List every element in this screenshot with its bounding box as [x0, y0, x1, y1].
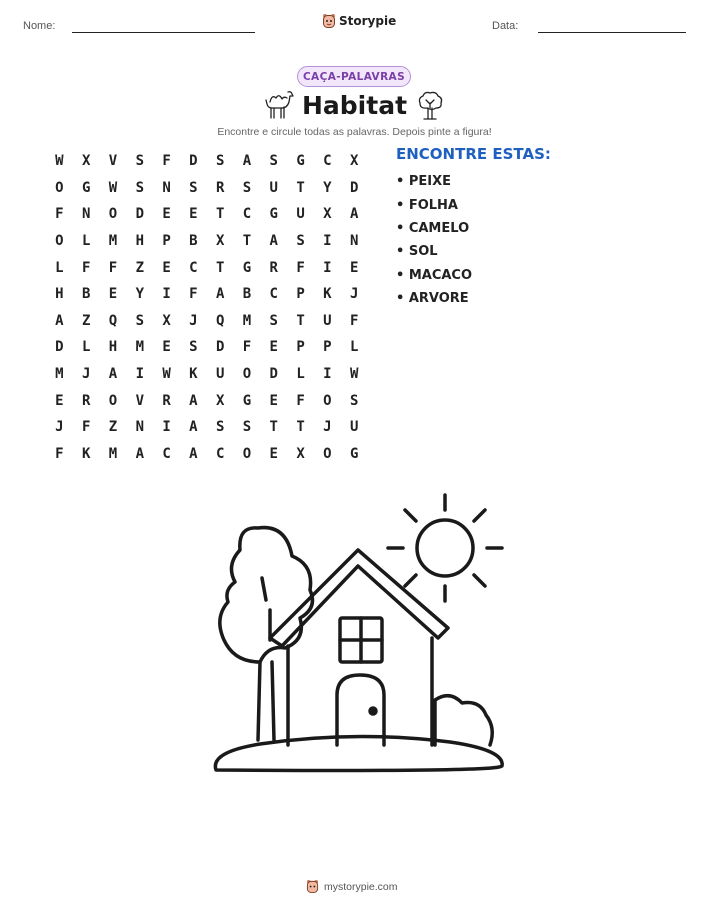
grid-letter[interactable]: U: [323, 312, 332, 329]
grid-letter[interactable]: X: [81, 153, 91, 170]
grid-letter[interactable]: X: [162, 312, 171, 329]
grid-letter[interactable]: V: [108, 153, 118, 170]
grid-letter[interactable]: G: [269, 206, 278, 223]
grid-letter[interactable]: R: [81, 392, 91, 409]
word-item: • ARVORE: [396, 291, 469, 307]
grid-letter[interactable]: X: [349, 153, 359, 170]
grid-letter[interactable]: P: [323, 339, 332, 356]
grid-letter[interactable]: E: [349, 259, 359, 276]
grid-letter[interactable]: M: [108, 233, 118, 250]
grid-letter[interactable]: X: [215, 392, 225, 409]
grid-letter[interactable]: C: [323, 153, 332, 170]
word-item: • PEIXE: [396, 174, 451, 190]
sun-icon: [388, 495, 502, 601]
bush-drawing: [435, 696, 492, 745]
footer: [306, 879, 398, 894]
grid-letter[interactable]: G: [242, 392, 252, 409]
grid-letter[interactable]: A: [189, 419, 198, 436]
grid-letter[interactable]: T: [296, 419, 305, 436]
name-label: Nome:: [23, 20, 56, 32]
grid-letter[interactable]: E: [269, 445, 278, 462]
grid-letter[interactable]: O: [108, 392, 118, 409]
grid-letter[interactable]: F: [189, 286, 198, 303]
word-item: • SOL: [396, 244, 438, 260]
grid-letter[interactable]: I: [323, 259, 332, 276]
footer-url[interactable]: mystorypie.com: [324, 880, 398, 893]
grid-letter[interactable]: S: [215, 153, 225, 170]
grid-letter[interactable]: S: [189, 339, 198, 356]
grid-letter[interactable]: X: [323, 206, 332, 223]
grid-letter[interactable]: V: [135, 392, 144, 409]
grid-letter[interactable]: D: [189, 153, 198, 170]
grid-letter[interactable]: N: [349, 233, 359, 250]
grid-letter[interactable]: Z: [135, 259, 144, 276]
grid-letter[interactable]: U: [269, 179, 278, 196]
grid-letter[interactable]: I: [162, 419, 171, 436]
brand-name: Storypie: [339, 14, 397, 28]
grid-letter[interactable]: F: [296, 259, 305, 276]
grid-letter[interactable]: H: [135, 233, 144, 250]
grid-letter[interactable]: L: [81, 233, 91, 250]
grid-letter[interactable]: E: [162, 259, 171, 276]
grid-letter[interactable]: U: [215, 366, 225, 383]
grid-letter[interactable]: T: [215, 259, 225, 276]
grid-row: [46, 201, 368, 228]
grid-letter[interactable]: L: [349, 339, 359, 356]
storypie-logo-icon: [322, 13, 336, 29]
grid-row: [46, 441, 368, 468]
grid-letter[interactable]: N: [162, 179, 171, 196]
grid-letter[interactable]: S: [269, 312, 278, 329]
grid-letter[interactable]: W: [55, 153, 64, 170]
grid-letter[interactable]: I: [323, 233, 332, 250]
grid-letter[interactable]: P: [296, 339, 305, 356]
grid-letter[interactable]: A: [189, 445, 198, 462]
grid-letter[interactable]: R: [269, 259, 278, 276]
grid-letter[interactable]: A: [349, 206, 359, 223]
grid-letter[interactable]: A: [135, 445, 144, 462]
grid-letter[interactable]: B: [242, 286, 252, 303]
grid-letter[interactable]: O: [242, 445, 252, 462]
grid-letter[interactable]: F: [55, 445, 64, 462]
grid-row: [46, 148, 368, 175]
grid-letter[interactable]: K: [81, 445, 91, 462]
grid-row: [46, 175, 368, 202]
house-illustration[interactable]: [200, 490, 510, 780]
name-line[interactable]: [72, 32, 255, 33]
grid-letter[interactable]: U: [296, 206, 305, 223]
grid-letter[interactable]: S: [242, 179, 252, 196]
grid-letter[interactable]: H: [108, 339, 118, 356]
grid-letter[interactable]: X: [215, 233, 225, 250]
grid-letter[interactable]: K: [323, 286, 332, 303]
grid-row: [46, 308, 368, 335]
grid-letter[interactable]: F: [349, 312, 359, 329]
grid-letter[interactable]: N: [135, 419, 144, 436]
grid-letter[interactable]: H: [55, 286, 64, 303]
grid-letter[interactable]: Q: [108, 312, 118, 329]
grid-letter[interactable]: F: [296, 392, 305, 409]
grid-letter[interactable]: M: [242, 312, 252, 329]
brand: [322, 13, 396, 29]
grid-letter[interactable]: B: [81, 286, 91, 303]
grid-letter[interactable]: J: [55, 419, 64, 436]
grid-letter[interactable]: Y: [323, 179, 332, 196]
grid-letter[interactable]: T: [242, 233, 252, 250]
grid-letter[interactable]: J: [323, 419, 332, 436]
grid-letter[interactable]: M: [55, 366, 64, 383]
grid-row: [46, 281, 368, 308]
grid-letter[interactable]: F: [81, 259, 91, 276]
grid-letter[interactable]: G: [242, 259, 252, 276]
grid-letter[interactable]: U: [349, 419, 359, 436]
grid-row: [46, 361, 368, 388]
grid-letter[interactable]: E: [55, 392, 64, 409]
grid-letter[interactable]: S: [349, 392, 359, 409]
grid-letter[interactable]: J: [189, 312, 198, 329]
grid-letter[interactable]: S: [242, 419, 252, 436]
grid-letter[interactable]: F: [242, 339, 252, 356]
grid-letter[interactable]: W: [108, 179, 118, 196]
grid-letter[interactable]: T: [296, 179, 305, 196]
grid-letter[interactable]: I: [135, 366, 144, 383]
grid-letter[interactable]: P: [162, 233, 171, 250]
grid-letter[interactable]: T: [296, 312, 305, 329]
grid-letter[interactable]: X: [296, 445, 305, 462]
grid-letter[interactable]: C: [269, 286, 278, 303]
grid-letter[interactable]: F: [108, 259, 118, 276]
grid-letter[interactable]: P: [296, 286, 305, 303]
tree-drawing: [220, 528, 313, 740]
grid-letter[interactable]: F: [55, 206, 64, 223]
grid-letter[interactable]: K: [189, 366, 198, 383]
grid-letter[interactable]: R: [215, 179, 225, 196]
grid-letter[interactable]: B: [189, 233, 198, 250]
grid-letter[interactable]: E: [162, 206, 171, 223]
grid-letter[interactable]: E: [269, 392, 278, 409]
grid-row: [46, 228, 368, 255]
word-item: • MACACO: [396, 267, 473, 283]
grid-letter[interactable]: S: [135, 312, 144, 329]
grid-letter[interactable]: D: [215, 339, 225, 356]
worksheet-title: Habitat: [301, 91, 408, 120]
grid-letter[interactable]: A: [189, 392, 198, 409]
grid-letter[interactable]: G: [81, 179, 91, 196]
word-list-title: ENCONTRE ESTAS:: [396, 145, 551, 163]
grid-letter[interactable]: D: [269, 366, 278, 383]
grid-row: [46, 387, 368, 414]
grid-letter[interactable]: O: [323, 445, 332, 462]
tree-icon: [416, 89, 444, 121]
grid-letter[interactable]: D: [349, 179, 359, 196]
grid-letter[interactable]: I: [162, 286, 171, 303]
grid-letter[interactable]: W: [162, 366, 171, 383]
storypie-logo-icon: [306, 879, 319, 894]
grid-letter[interactable]: S: [135, 153, 144, 170]
grid-letter[interactable]: O: [108, 206, 118, 223]
house-drawing: [270, 550, 448, 745]
grid-letter[interactable]: S: [269, 153, 278, 170]
grid-letter[interactable]: E: [162, 339, 171, 356]
instructions: Encontre e circule todas as palavras. Depois pinte a figura!: [217, 126, 492, 138]
grid-letter[interactable]: D: [135, 206, 144, 223]
grid-letter[interactable]: Q: [215, 312, 225, 329]
grid-letter[interactable]: L: [296, 366, 305, 383]
grid-letter[interactable]: M: [108, 445, 118, 462]
grid-letter[interactable]: O: [323, 392, 332, 409]
grid-letter[interactable]: E: [108, 286, 118, 303]
word-item: • CAMELO: [396, 220, 470, 236]
grid-letter[interactable]: L: [81, 339, 91, 356]
grid-row: [46, 254, 368, 281]
grid-letter[interactable]: O: [55, 179, 64, 196]
grid-letter[interactable]: F: [81, 419, 91, 436]
word-list: [396, 170, 472, 310]
grid-letter[interactable]: Y: [135, 286, 144, 303]
grid-letter[interactable]: W: [349, 366, 359, 383]
grid-letter[interactable]: S: [135, 179, 144, 196]
word-item: • FOLHA: [396, 197, 458, 213]
grid-letter[interactable]: G: [296, 153, 305, 170]
grid-letter[interactable]: M: [135, 339, 144, 356]
grid-letter[interactable]: C: [242, 206, 252, 223]
grid-letter[interactable]: D: [55, 339, 64, 356]
letter-grid: [46, 148, 368, 467]
grid-letter[interactable]: C: [162, 445, 171, 462]
grid-letter[interactable]: I: [323, 366, 332, 383]
grid-letter[interactable]: C: [189, 259, 198, 276]
grid-letter[interactable]: F: [162, 153, 171, 170]
grid-letter[interactable]: J: [349, 286, 359, 303]
grid-letter[interactable]: A: [242, 153, 252, 170]
grid-letter[interactable]: C: [215, 445, 225, 462]
grid-row: [46, 414, 368, 441]
grid-letter[interactable]: O: [242, 366, 252, 383]
grid-letter[interactable]: O: [55, 233, 64, 250]
grid-row: [46, 334, 368, 361]
grid-letter[interactable]: E: [189, 206, 198, 223]
grid-letter[interactable]: L: [55, 259, 64, 276]
grid-letter[interactable]: Z: [108, 419, 118, 436]
grid-letter[interactable]: J: [81, 366, 91, 383]
grid-letter[interactable]: S: [189, 179, 198, 196]
grid-letter[interactable]: T: [269, 419, 278, 436]
grid-letter[interactable]: Z: [81, 312, 91, 329]
grid-letter[interactable]: A: [108, 366, 118, 383]
grid-letter[interactable]: A: [269, 233, 278, 250]
grid-letter[interactable]: E: [269, 339, 278, 356]
grid-letter[interactable]: T: [215, 206, 225, 223]
grid-letter[interactable]: A: [215, 286, 225, 303]
grid-letter[interactable]: S: [296, 233, 305, 250]
worksheet-type-badge: CAÇA-PALAVRAS: [297, 66, 411, 87]
date-line[interactable]: [538, 32, 686, 33]
grid-letter[interactable]: N: [81, 206, 91, 223]
grid-letter[interactable]: A: [55, 312, 64, 329]
grid-letter[interactable]: G: [349, 445, 359, 462]
grid-letter[interactable]: R: [162, 392, 171, 409]
date-label: Data:: [492, 20, 519, 32]
grid-letter[interactable]: S: [215, 419, 225, 436]
